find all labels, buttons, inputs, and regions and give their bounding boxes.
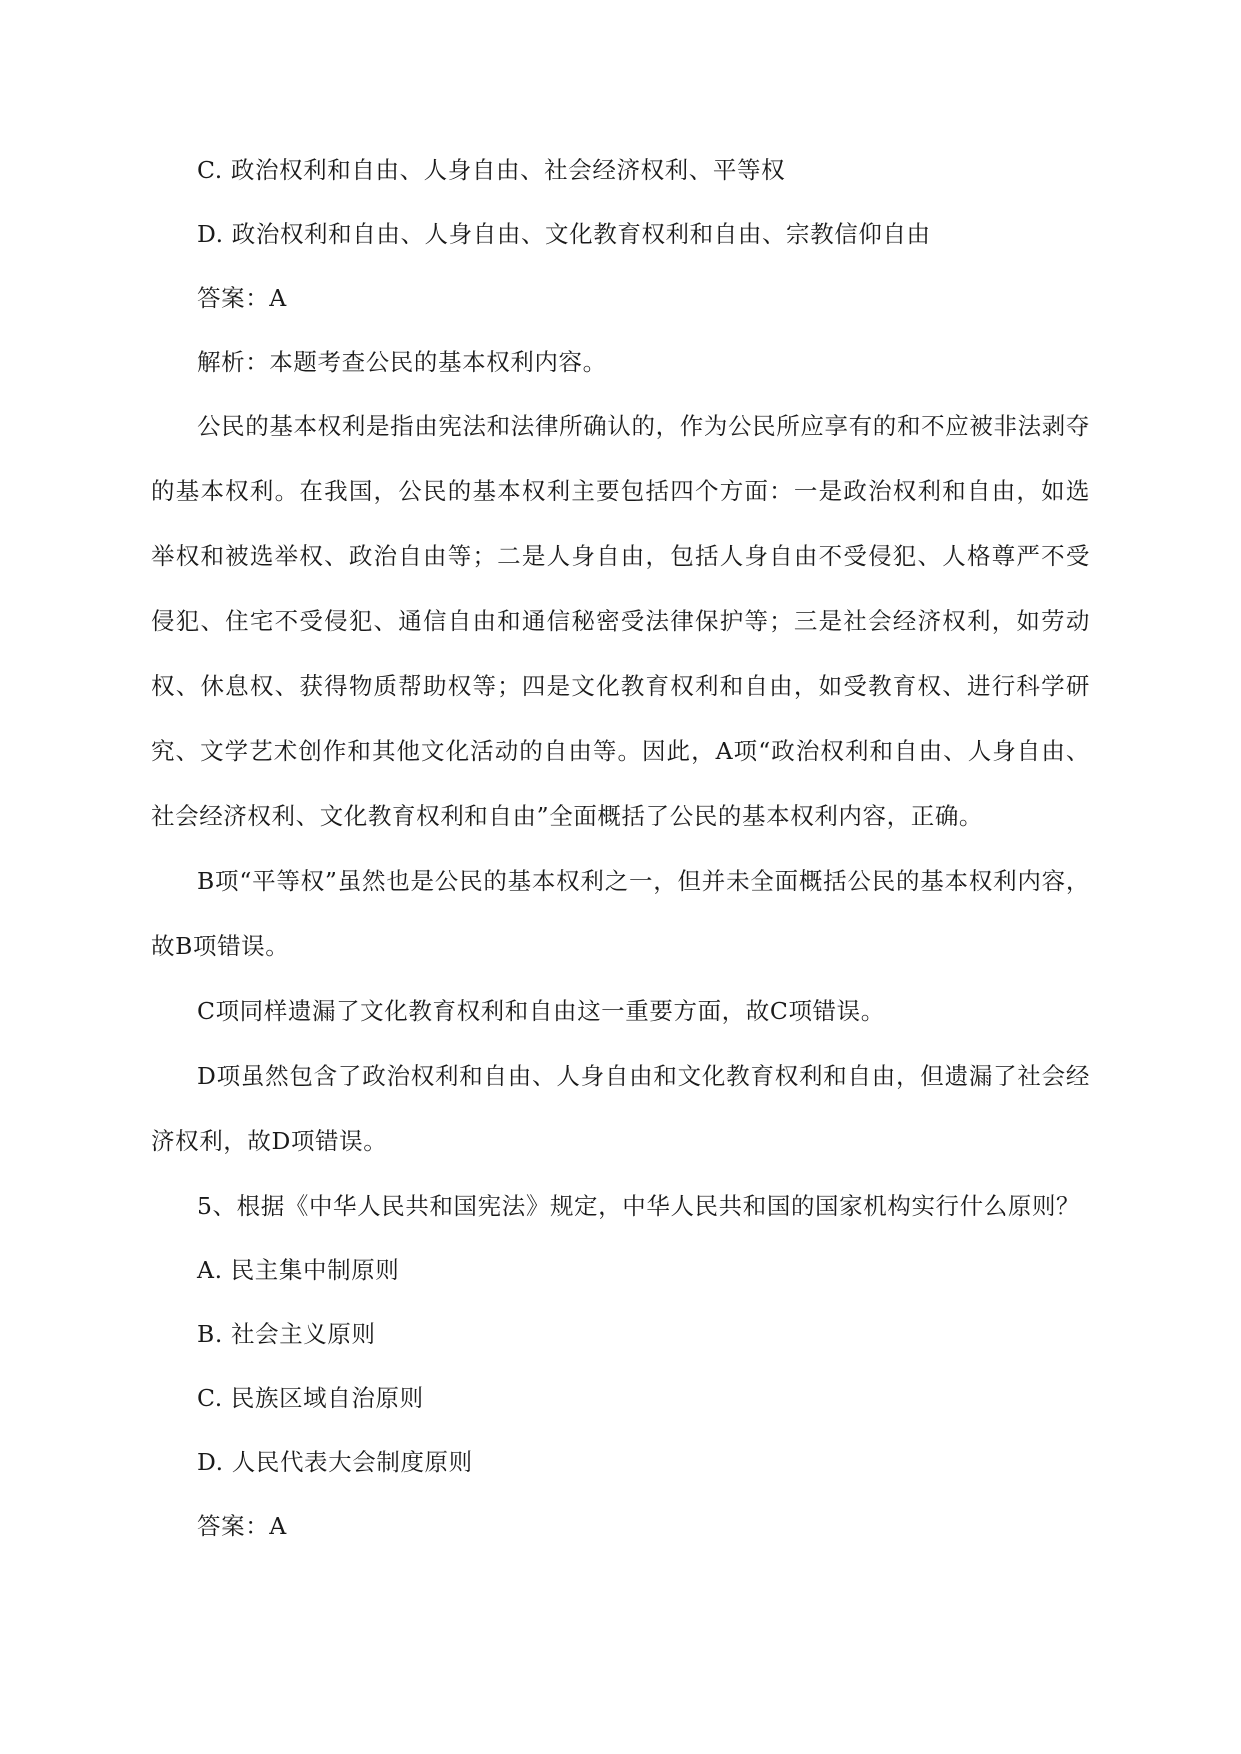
question-5-option-c: C. 民族区域自治原则	[197, 1384, 424, 1412]
question-5-option-a: A. 民主集中制原则	[197, 1256, 400, 1284]
analysis-option-d-note: D项虽然包含了政治权利和自由、人身自由和文化教育权利和自由，但遗漏了社会经济权利，故D项错误。	[151, 1062, 1090, 1155]
question-5-answer: 答案：A	[197, 1512, 287, 1540]
answer-prev: 答案：A	[197, 284, 287, 312]
analysis-body: 公民的基本权利是指由宪法和法律所确认的，作为公民所应享有的和不应被非法剥夺的基本权利。在我国，公民的基本权利主要包括四个方面：一是政治权利和自由，如选举权和被选举权、政治自由等；二是人身自由，包括人身自由不受侵犯、人格尊严不受侵犯、住宅不受侵犯、通信自由和通信秘密受法律保护等；三是社会经济权利，如劳动权、休息权、获得物质帮助权等；四是文化教育权利和自由，如受教育权、进行科学研究、文学艺术创作和其他文化活动的自由等。因此，A项“政治权利和自由、人身自由、社会经济权利、文化教育权利和自由”全面概括了公民的基本权利内容，正确。	[151, 412, 1090, 830]
question-5-option-d: D. 人民代表大会制度原则	[197, 1448, 473, 1476]
analysis-option-b-note: B项“平等权”虽然也是公民的基本权利之一，但并未全面概括公民的基本权利内容，故B项错误。	[151, 867, 1090, 960]
option-d-prev: D. 政治权利和自由、人身自由、文化教育权利和自由、宗教信仰自由	[197, 220, 931, 248]
option-c-prev: C. 政治权利和自由、人身自由、社会经济权利、平等权	[197, 156, 786, 184]
question-5-option-b: B. 社会主义原则	[197, 1320, 376, 1348]
analysis-option-c-note: C项同样遗漏了文化教育权利和自由这一重要方面，故C项错误。	[197, 997, 885, 1025]
question-5-stem: 5、根据《中华人民共和国宪法》规定，中华人民共和国的国家机构实行什么原则？	[197, 1192, 1081, 1220]
analysis-intro: 解析：本题考查公民的基本权利内容。	[197, 348, 607, 376]
page-content	[151, 138, 1090, 1558]
